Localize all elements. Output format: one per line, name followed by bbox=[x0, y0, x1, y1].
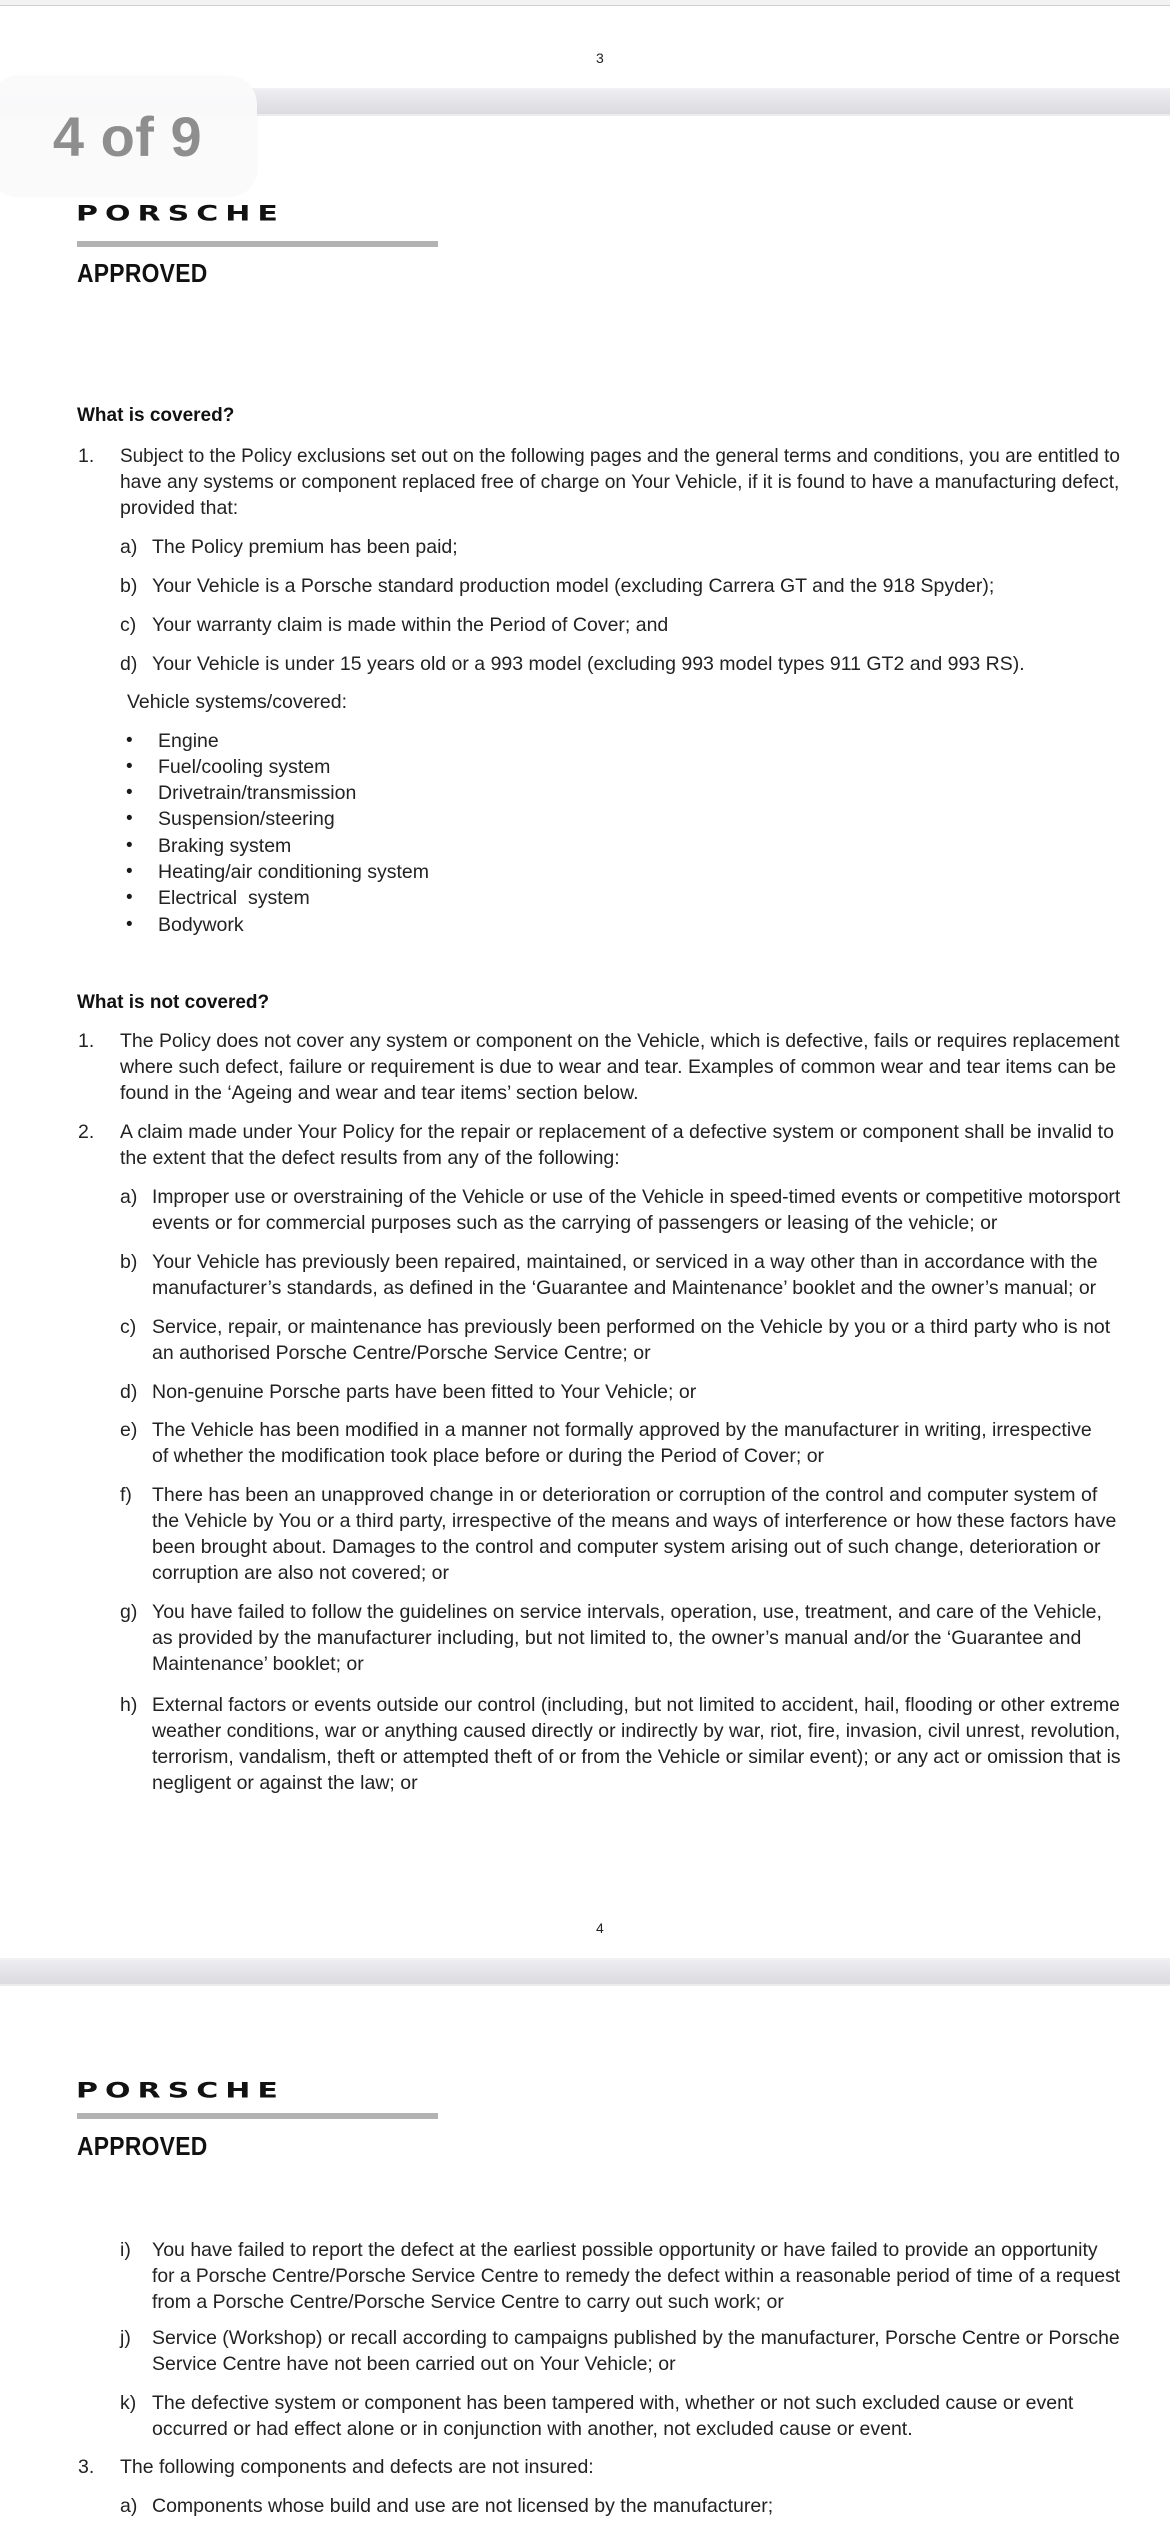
not-covered-item-1 bbox=[120, 1028, 1122, 1106]
not-covered-item-3: The following components and defects are not insured: bbox=[120, 2456, 594, 2478]
list-letter: d) bbox=[120, 653, 138, 675]
bullet-icon: • bbox=[126, 887, 133, 908]
text-line: where such defect, failure or requirement is due to wear and tear. Examples of common wear and tear items can be bbox=[120, 1056, 1117, 1078]
not-covered-item-2 bbox=[120, 1119, 1114, 1171]
page-number: 3 bbox=[596, 50, 604, 66]
text-line: provided that: bbox=[120, 497, 239, 519]
page-number: 4 bbox=[596, 1920, 604, 1936]
text-line: There has been an unapproved change in or deterioration or corruption of the control and computer system of bbox=[152, 1484, 1098, 1506]
page-separator bbox=[0, 1958, 1170, 1986]
approved-label: APPROVED bbox=[77, 2131, 208, 2161]
text-line: occurred or had effect alone or in conjunction with another, not excluded cause or event. bbox=[152, 2418, 913, 2440]
system-item: Engine bbox=[158, 730, 219, 752]
exclusion-item bbox=[152, 2237, 1132, 2315]
text-line: events or for commercial purposes such as the carrying of passengers or leasing of the vehicle; or bbox=[152, 1212, 998, 1234]
logo-underline bbox=[77, 241, 438, 247]
text-line: negligent or against the law; or bbox=[152, 1772, 418, 1794]
bullet-icon: • bbox=[126, 914, 133, 935]
system-item: Suspension/steering bbox=[158, 808, 335, 830]
list-letter: c) bbox=[120, 614, 137, 636]
text-line: Subject to the Policy exclusions set out on the following pages and the general terms and conditions, you are entitled to bbox=[120, 445, 1120, 467]
text-line: for a Porsche Centre/Porsche Service Centre to remedy the defect within a reasonable period of time of a request bbox=[152, 2265, 1121, 2287]
exclusion-item bbox=[152, 2390, 1073, 2442]
text-line: been brought about. Damages to the control and computer system arising out of such change, deterioration or bbox=[152, 1536, 1101, 1558]
system-item: Braking system bbox=[158, 835, 292, 857]
list-number: 1. bbox=[78, 1030, 95, 1052]
bullet-icon: • bbox=[126, 808, 133, 829]
component-item: Components whose build and use are not licensed by the manufacturer; bbox=[152, 2495, 774, 2517]
exclusion-item bbox=[152, 1184, 1133, 1236]
exclusion-item bbox=[152, 1314, 1110, 1366]
bullet-icon: • bbox=[126, 730, 133, 751]
text-line: Maintenance’ booklet; or bbox=[152, 1653, 364, 1675]
text-line: A claim made under Your Policy for the repair or replacement of a defective system or component shall be invalid to bbox=[120, 1121, 1114, 1143]
exclusion-item bbox=[152, 2325, 1122, 2377]
list-letter: c) bbox=[120, 1316, 137, 1338]
bullet-icon: • bbox=[126, 782, 133, 803]
text-line: weather conditions, war or anything caused directly or indirectly by war, riot, fire, invasion, civil unrest, revolution, bbox=[152, 1720, 1121, 1742]
text-line: The Vehicle has been modified in a manner not formally approved by the manufacturer in writing, irrespective bbox=[152, 1419, 1092, 1441]
text-line: External factors or events outside our control (including, but not limited to accident, hail, flooding or other extreme bbox=[152, 1694, 1120, 1716]
text-line: have any systems or component replaced free of charge on Your Vehicle, if it is found to have a manufacturing defect, bbox=[120, 471, 1120, 493]
list-number: 3. bbox=[78, 2456, 95, 2478]
bullet-icon: • bbox=[126, 861, 133, 882]
porsche-logo: PORSCHE bbox=[76, 2077, 285, 2104]
text-line: the Vehicle by You or a third party, irrespective of the means and ways of interference or how these factors have bbox=[152, 1510, 1117, 1532]
porsche-logo: PORSCHE bbox=[76, 200, 285, 227]
exclusion-item bbox=[152, 1482, 1116, 1586]
text-line: as provided by the manufacturer including, but not limited to, the owner’s manual and/or the ‘Guarantee and bbox=[152, 1627, 1082, 1649]
system-item: Drivetrain/transmission bbox=[158, 782, 357, 804]
list-letter: k) bbox=[120, 2392, 137, 2414]
text-line: You have failed to follow the guidelines on service intervals, operation, use, treatment, and care of the Vehicle, bbox=[152, 1601, 1102, 1623]
top-page-edge bbox=[0, 0, 1170, 6]
list-letter: j) bbox=[120, 2327, 131, 2349]
text-line: of whether the modification took place before or during the Period of Cover; or bbox=[152, 1445, 825, 1467]
list-letter: b) bbox=[120, 1251, 138, 1273]
approved-label: APPROVED bbox=[77, 258, 208, 288]
condition-text: Your Vehicle is a Porsche standard production model (excluding Carrera GT and the 918 Spyder); bbox=[152, 575, 995, 597]
list-letter: i) bbox=[120, 2239, 131, 2261]
list-letter: h) bbox=[120, 1694, 138, 1716]
condition-text: Your warranty claim is made within the Period of Cover; and bbox=[152, 614, 669, 636]
text-line: You have failed to report the defect at the earliest possible opportunity or have failed to provide an opportunity bbox=[152, 2239, 1098, 2261]
exclusion-item bbox=[152, 1379, 696, 1405]
list-letter: b) bbox=[120, 575, 138, 597]
list-letter: a) bbox=[120, 536, 138, 558]
covered-item-1 bbox=[120, 443, 1149, 521]
system-item: Fuel/cooling system bbox=[158, 756, 331, 778]
bullet-icon: • bbox=[126, 756, 133, 777]
logo-underline bbox=[77, 2113, 438, 2119]
list-letter: d) bbox=[120, 1381, 138, 1403]
exclusion-item bbox=[152, 1692, 1129, 1796]
list-number: 2. bbox=[78, 1121, 95, 1143]
section-heading-not-covered: What is not covered? bbox=[77, 992, 270, 1013]
bullet-icon: • bbox=[126, 835, 133, 856]
section-heading-covered: What is covered? bbox=[77, 405, 235, 426]
page-indicator bbox=[0, 76, 257, 197]
text-line: found in the ‘Ageing and wear and tear items’ section below. bbox=[120, 1082, 639, 1104]
exclusion-item bbox=[152, 1249, 1098, 1301]
text-line: terrorism, vandalism, theft or attempted theft of or from the Vehicle or similar event); or any act or omission that is bbox=[152, 1746, 1121, 1768]
list-letter: e) bbox=[120, 1419, 138, 1441]
text-line: Service, repair, or maintenance has previously been performed on the Vehicle by you or a third party who is not bbox=[152, 1316, 1111, 1338]
text-line: from a Porsche Centre/Porsche Service Centre to carry out such work; or bbox=[152, 2291, 784, 2313]
list-letter: a) bbox=[120, 1186, 138, 1208]
text-line: Service (Workshop) or recall according to campaigns published by the manufacturer, Porsche Centre or Porsche bbox=[152, 2327, 1120, 2349]
condition-text: The Policy premium has been paid; bbox=[152, 536, 458, 558]
list-letter: f) bbox=[120, 1484, 132, 1506]
text-line: the extent that the defect results from any of the following: bbox=[120, 1147, 620, 1169]
text-line: manufacturer’s standards, as defined in the ‘Guarantee and Maintenance’ booklet and the owner’s manual; or bbox=[152, 1277, 1097, 1299]
system-item: Heating/air conditioning system bbox=[158, 861, 429, 883]
system-item: Bodywork bbox=[158, 914, 244, 936]
text-line: Non-genuine Porsche parts have been fitted to Your Vehicle; or bbox=[152, 1381, 697, 1403]
page-indicator-text: 4 of 9 bbox=[52, 105, 203, 168]
text-line: The Policy does not cover any system or component on the Vehicle, which is defective, fails or requires replacement bbox=[120, 1030, 1120, 1052]
text-line: The defective system or component has been tampered with, whether or not such excluded cause or event bbox=[152, 2392, 1074, 2414]
text-line: Service Centre have not been carried out on Your Vehicle; or bbox=[152, 2353, 676, 2375]
list-number: 1. bbox=[78, 445, 95, 467]
system-item: Electrical system bbox=[158, 887, 310, 909]
exclusion-item bbox=[152, 1417, 1092, 1469]
list-letter: g) bbox=[120, 1601, 138, 1623]
systems-label: Vehicle systems/covered: bbox=[127, 691, 348, 713]
list-letter: a) bbox=[120, 2495, 138, 2517]
text-line: Improper use or overstraining of the Vehicle or use of the Vehicle in speed-timed events or competitive motorsport bbox=[152, 1186, 1121, 1208]
text-line: corruption are also not covered; or bbox=[152, 1562, 449, 1584]
text-line: Your Vehicle has previously been repaired, maintained, or serviced in a way other than in accordance with the bbox=[152, 1251, 1098, 1273]
condition-text: Your Vehicle is under 15 years old or a 993 model (excluding 993 model types 911 GT2 and 993 RS). bbox=[152, 653, 1025, 675]
text-line: an authorised Porsche Centre/Porsche Service Centre; or bbox=[152, 1342, 651, 1364]
exclusion-item bbox=[152, 1599, 1102, 1677]
